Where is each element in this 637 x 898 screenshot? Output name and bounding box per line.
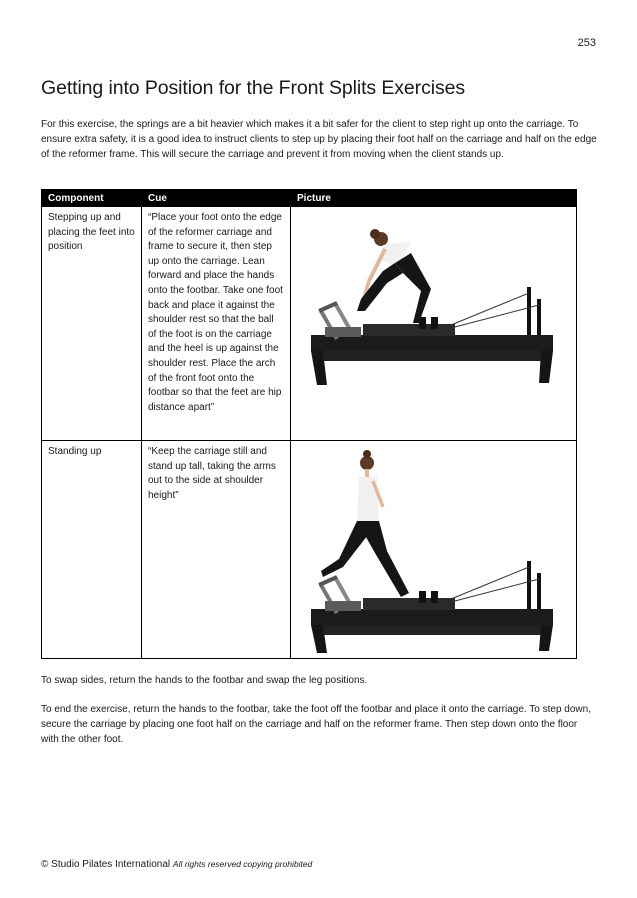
reformer-standing-up-photo: [291, 441, 577, 657]
swap-sides-paragraph: To swap sides, return the hands to the footbar and swap the leg positions.: [41, 675, 368, 686]
end-exercise-paragraph: To end the exercise, return the hands to the footbar, take the foot off the footbar and place it onto the carriage. To step down, secure the carriage by placing one foot half on the carriage and half on the reformer frame. Then step down onto the floor with the other foot.: [41, 704, 591, 745]
picture-cell: [291, 441, 577, 659]
rights-text: All rights reserved copying prohibited: [172, 859, 313, 869]
table-row: [42, 207, 577, 441]
copyright-text: © Studio Pilates International: [41, 859, 171, 870]
table-row: [42, 441, 577, 659]
intro-paragraph: For this exercise, the springs are a bit heavier which makes it a bit safer for the client to step right up onto the carriage. To ensure extra safety, it is a good idea to instruct clients to step up by placing their foot half on the carriage and half on the edge of the reformer frame. This will secure the carriage and prevent it from moving when the client stands up.: [41, 119, 597, 160]
table-header-row: [42, 190, 577, 207]
page-title: Getting into Position for the Front Splits Exercises: [41, 77, 465, 99]
component-cell: Standing up: [42, 441, 142, 659]
picture-cell: [291, 207, 577, 441]
exercise-table: [41, 189, 577, 659]
header-component: Component: [42, 190, 142, 207]
header-picture: Picture: [291, 190, 577, 207]
header-cue: Cue: [142, 190, 291, 207]
component-cell: Stepping up and placing the feet into position: [42, 207, 142, 441]
reformer-stepping-up-photo: [291, 207, 577, 439]
cue-cell: “Keep the carriage still and stand up tall, taking the arms out to the side at shoulder height”: [142, 441, 291, 659]
page-number: 253: [577, 37, 596, 49]
footer: [41, 859, 312, 870]
cue-cell: “Place your foot onto the edge of the reformer carriage and frame to secure it, then step up onto the carriage. Lean forward and place the hands onto the footbar. Take one foot back and place it against the shoulder rest so that the ball of the foot is on the carriage and the heel is up against the shoulder rest. Place the arch of the front foot onto the footbar so that the feet are hip distance apart”: [142, 207, 291, 441]
